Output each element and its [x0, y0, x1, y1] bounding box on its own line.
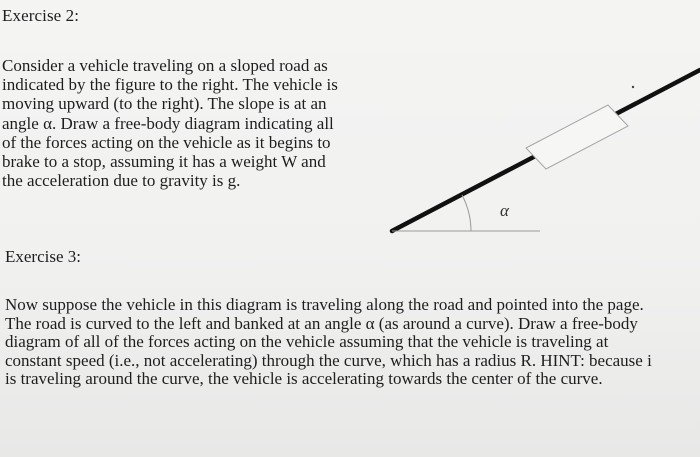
- exercise-2-line: Consider a vehicle traveling on a sloped road as: [2, 56, 328, 75]
- angle-arc: [462, 195, 471, 231]
- exercise-3-line: Now suppose the vehicle in this diagram is traveling along the road and pointed into the page.: [5, 295, 644, 314]
- exercise-2-line: brake to a stop, assuming it has a weight W and: [2, 152, 326, 172]
- exercise-2-line: the acceleration due to gravity is g.: [2, 171, 241, 191]
- small-dot-mark: [632, 86, 634, 88]
- exercise-2-title: Exercise 2:: [2, 6, 80, 25]
- vehicle-box: [526, 105, 628, 169]
- exercise-3-line: is traveling around the curve, the vehicle is accelerating towards the center of the curve.: [5, 369, 603, 389]
- exercise-3-line: diagram of all of the forces acting on the vehicle assuming that the vehicle is traveling at: [5, 332, 609, 352]
- exercise-3-line: constant speed (i.e., not accelerating) through the curve, which has a radius R. HINT: because i: [5, 350, 652, 370]
- exercise-2-line: moving upward (to the right). The slope is at an: [2, 94, 327, 114]
- angle-alpha-label: α: [500, 201, 509, 220]
- exercise-2-line: angle α. Draw a free-body diagram indicating all: [2, 113, 334, 133]
- exercise-3-text: [5, 296, 695, 389]
- exercise-3-line: The road is curved to the left and banked at an angle α (as around a curve). Draw a free-body: [5, 313, 638, 333]
- exercise-3-title: Exercise 3:: [5, 247, 81, 266]
- exercise-2-line: indicated by the figure to the right. The vehicle is: [2, 75, 338, 95]
- exercise-2-line: of the forces acting on the vehicle as it begins to: [2, 132, 331, 152]
